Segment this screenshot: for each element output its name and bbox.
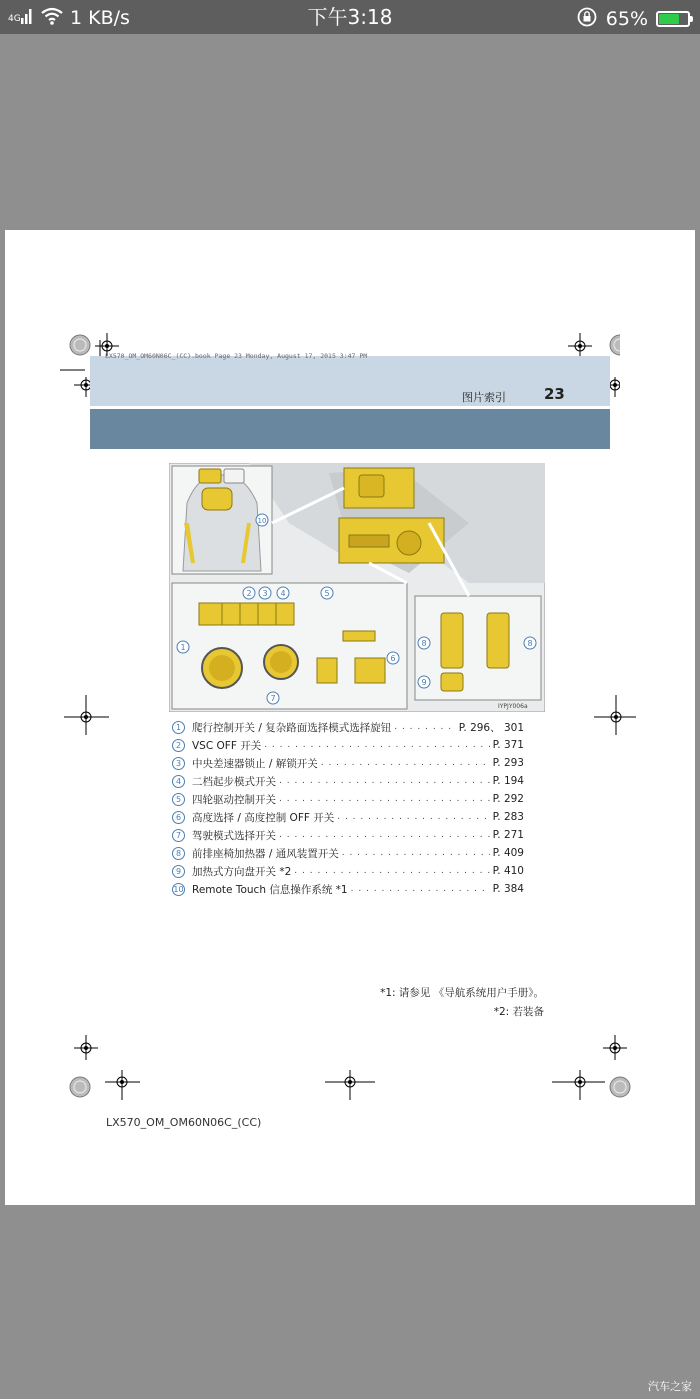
- legend-item: [172, 862, 524, 880]
- legend-leader-dots: [279, 794, 490, 804]
- battery-percent: 65%: [605, 8, 648, 30]
- legend-number: 4: [172, 775, 185, 788]
- legend-leader-dots: [351, 884, 490, 894]
- legend-item: [172, 718, 524, 736]
- svg-text:4G: 4G: [8, 14, 21, 24]
- legend-leader-dots: [279, 830, 490, 840]
- legend-leader-dots: [337, 812, 489, 822]
- callout-4: [277, 587, 289, 599]
- heated-wheel-switch: [441, 673, 463, 691]
- legend-leader-dots: [294, 866, 489, 876]
- status-bar: [0, 0, 700, 34]
- legend-text: 中央差速器锁止 / 解锁开关: [192, 757, 318, 770]
- section-title: 图片索引: [462, 391, 506, 404]
- remote-touch-button: [199, 469, 221, 483]
- legend-text: 四轮驱动控制开关: [192, 793, 276, 806]
- inset-seat-switches: [415, 596, 541, 700]
- legend-item: [172, 844, 524, 862]
- status-right: [576, 6, 690, 32]
- registration-mark-icon: [64, 695, 109, 735]
- right-seat-switch: [487, 613, 509, 668]
- legend-item: [172, 808, 524, 826]
- legend-text: 高度选择 / 高度控制 OFF 开关: [192, 811, 335, 824]
- registration-marks-bottom: [60, 1020, 640, 1110]
- title-bar: [90, 409, 610, 449]
- svg-text:9: 9: [421, 678, 427, 687]
- 4wd-switch: [317, 658, 337, 683]
- svg-text:6: 6: [390, 654, 396, 663]
- footnote-2: *2: 若装备: [493, 1006, 544, 1018]
- callout-7: [267, 692, 279, 704]
- switch-row: [199, 603, 294, 625]
- legend-text: 加热式方向盘开关 *2: [192, 865, 292, 878]
- legend-leader-dots: [342, 848, 490, 858]
- legend-item: [172, 826, 524, 844]
- legend-number: 9: [172, 865, 185, 878]
- svg-text:1: 1: [180, 643, 186, 652]
- callout-3: [259, 587, 271, 599]
- legend-number: 8: [172, 847, 185, 860]
- callout-1: [177, 641, 189, 653]
- header-band: [90, 356, 610, 406]
- legend-page-ref: P. 292: [492, 793, 524, 805]
- left-seat-switch: [441, 613, 463, 668]
- legend-page-ref: P. 194: [492, 775, 524, 787]
- legend-item: [172, 754, 524, 772]
- registration-mark-icon: [610, 1077, 630, 1097]
- svg-text:10: 10: [257, 517, 267, 525]
- rotation-lock-icon: [576, 6, 598, 32]
- legend-number: 10: [173, 884, 184, 894]
- svg-text:2: 2: [246, 589, 252, 598]
- legend-text: 爬行控制开关 / 复杂路面选择模式选择旋钮: [192, 721, 392, 734]
- print-header-line: LX570_OM_OM60N06C_(CC).book Page 23 Monday, August 17, 2015 3:47 PM: [105, 352, 368, 360]
- callout-6: [387, 652, 399, 664]
- legend-page-ref: P. 271: [492, 829, 524, 841]
- registration-mark-icon: [610, 335, 620, 355]
- legend-number: 2: [172, 739, 185, 752]
- legend-list: [172, 718, 524, 898]
- registration-mark-icon: [70, 1077, 90, 1097]
- svg-text:4: 4: [280, 589, 286, 598]
- legend-page-ref: P. 296、 301: [458, 721, 524, 734]
- svg-text:3: 3: [262, 589, 268, 598]
- registration-mark-icon: [105, 1070, 140, 1100]
- legend-number: 3: [172, 757, 185, 770]
- watermark: 汽车之家: [648, 1380, 692, 1393]
- registration-mark-icon: [603, 1035, 627, 1060]
- registration-mark-icon: [70, 335, 90, 355]
- legend-item: [172, 772, 524, 790]
- svg-text:8: 8: [421, 639, 427, 648]
- legend-number: 7: [172, 829, 185, 842]
- svg-text:8: 8: [527, 639, 533, 648]
- legend-text: VSC OFF 开关: [192, 739, 262, 752]
- svg-text:5: 5: [324, 589, 330, 598]
- legend-text: Remote Touch 信息操作系统 *1: [192, 883, 348, 896]
- legend-number: 1: [172, 721, 185, 734]
- inset-control-panel: [172, 583, 407, 709]
- legend-page-ref: P. 293: [492, 757, 524, 769]
- battery-icon: [656, 11, 690, 27]
- legend-leader-dots: [279, 776, 490, 786]
- page-number: 23: [544, 385, 565, 403]
- legend-number: 5: [172, 793, 185, 806]
- legend-leader-dots: [264, 740, 489, 750]
- callout-5: [321, 587, 333, 599]
- height-switch: [355, 658, 385, 683]
- legend-leader-dots: [394, 722, 455, 732]
- registration-mark-icon: [594, 695, 636, 735]
- callout-9: [418, 676, 430, 688]
- callout-8: [418, 637, 430, 649]
- callout-8-right: [524, 637, 536, 649]
- registration-mark-icon: [74, 1035, 98, 1060]
- legend-text: 驾驶模式选择开关: [192, 829, 276, 842]
- network-speed: 1 KB/s: [70, 7, 130, 29]
- legend-item: [172, 736, 524, 754]
- svg-text:7: 7: [270, 694, 276, 703]
- legend-text: 前排座椅加热器 / 通风装置开关: [192, 847, 339, 860]
- legend-leader-dots: [321, 758, 490, 768]
- callout-2: [243, 587, 255, 599]
- battery-fill: [659, 14, 679, 24]
- legend-page-ref: P. 384: [492, 883, 524, 895]
- registration-mark-icon: [325, 1070, 375, 1100]
- legend-page-ref: P. 410: [492, 865, 524, 877]
- inset-remote-touch: [172, 466, 272, 574]
- legend-page-ref: P. 371: [492, 739, 524, 751]
- legend-text: 二档起步模式开关: [192, 775, 276, 788]
- registration-mark-icon: [552, 1070, 605, 1100]
- remote-touch-knob: [202, 488, 232, 510]
- footnote-1: *1: 请参见 《导航系统用户手册》。: [380, 987, 544, 999]
- legend-item: [172, 880, 524, 898]
- legend-page-ref: P. 283: [492, 811, 524, 823]
- figure-code: IYPJY006a: [498, 703, 528, 710]
- legend-item: [172, 790, 524, 808]
- footer-code: LX570_OM_OM60N06C_(CC): [106, 1116, 262, 1129]
- status-time: 下午3:18: [307, 5, 393, 29]
- legend-number: 6: [172, 811, 185, 824]
- dashboard-figure: [169, 463, 545, 712]
- legend-page-ref: P. 409: [492, 847, 524, 859]
